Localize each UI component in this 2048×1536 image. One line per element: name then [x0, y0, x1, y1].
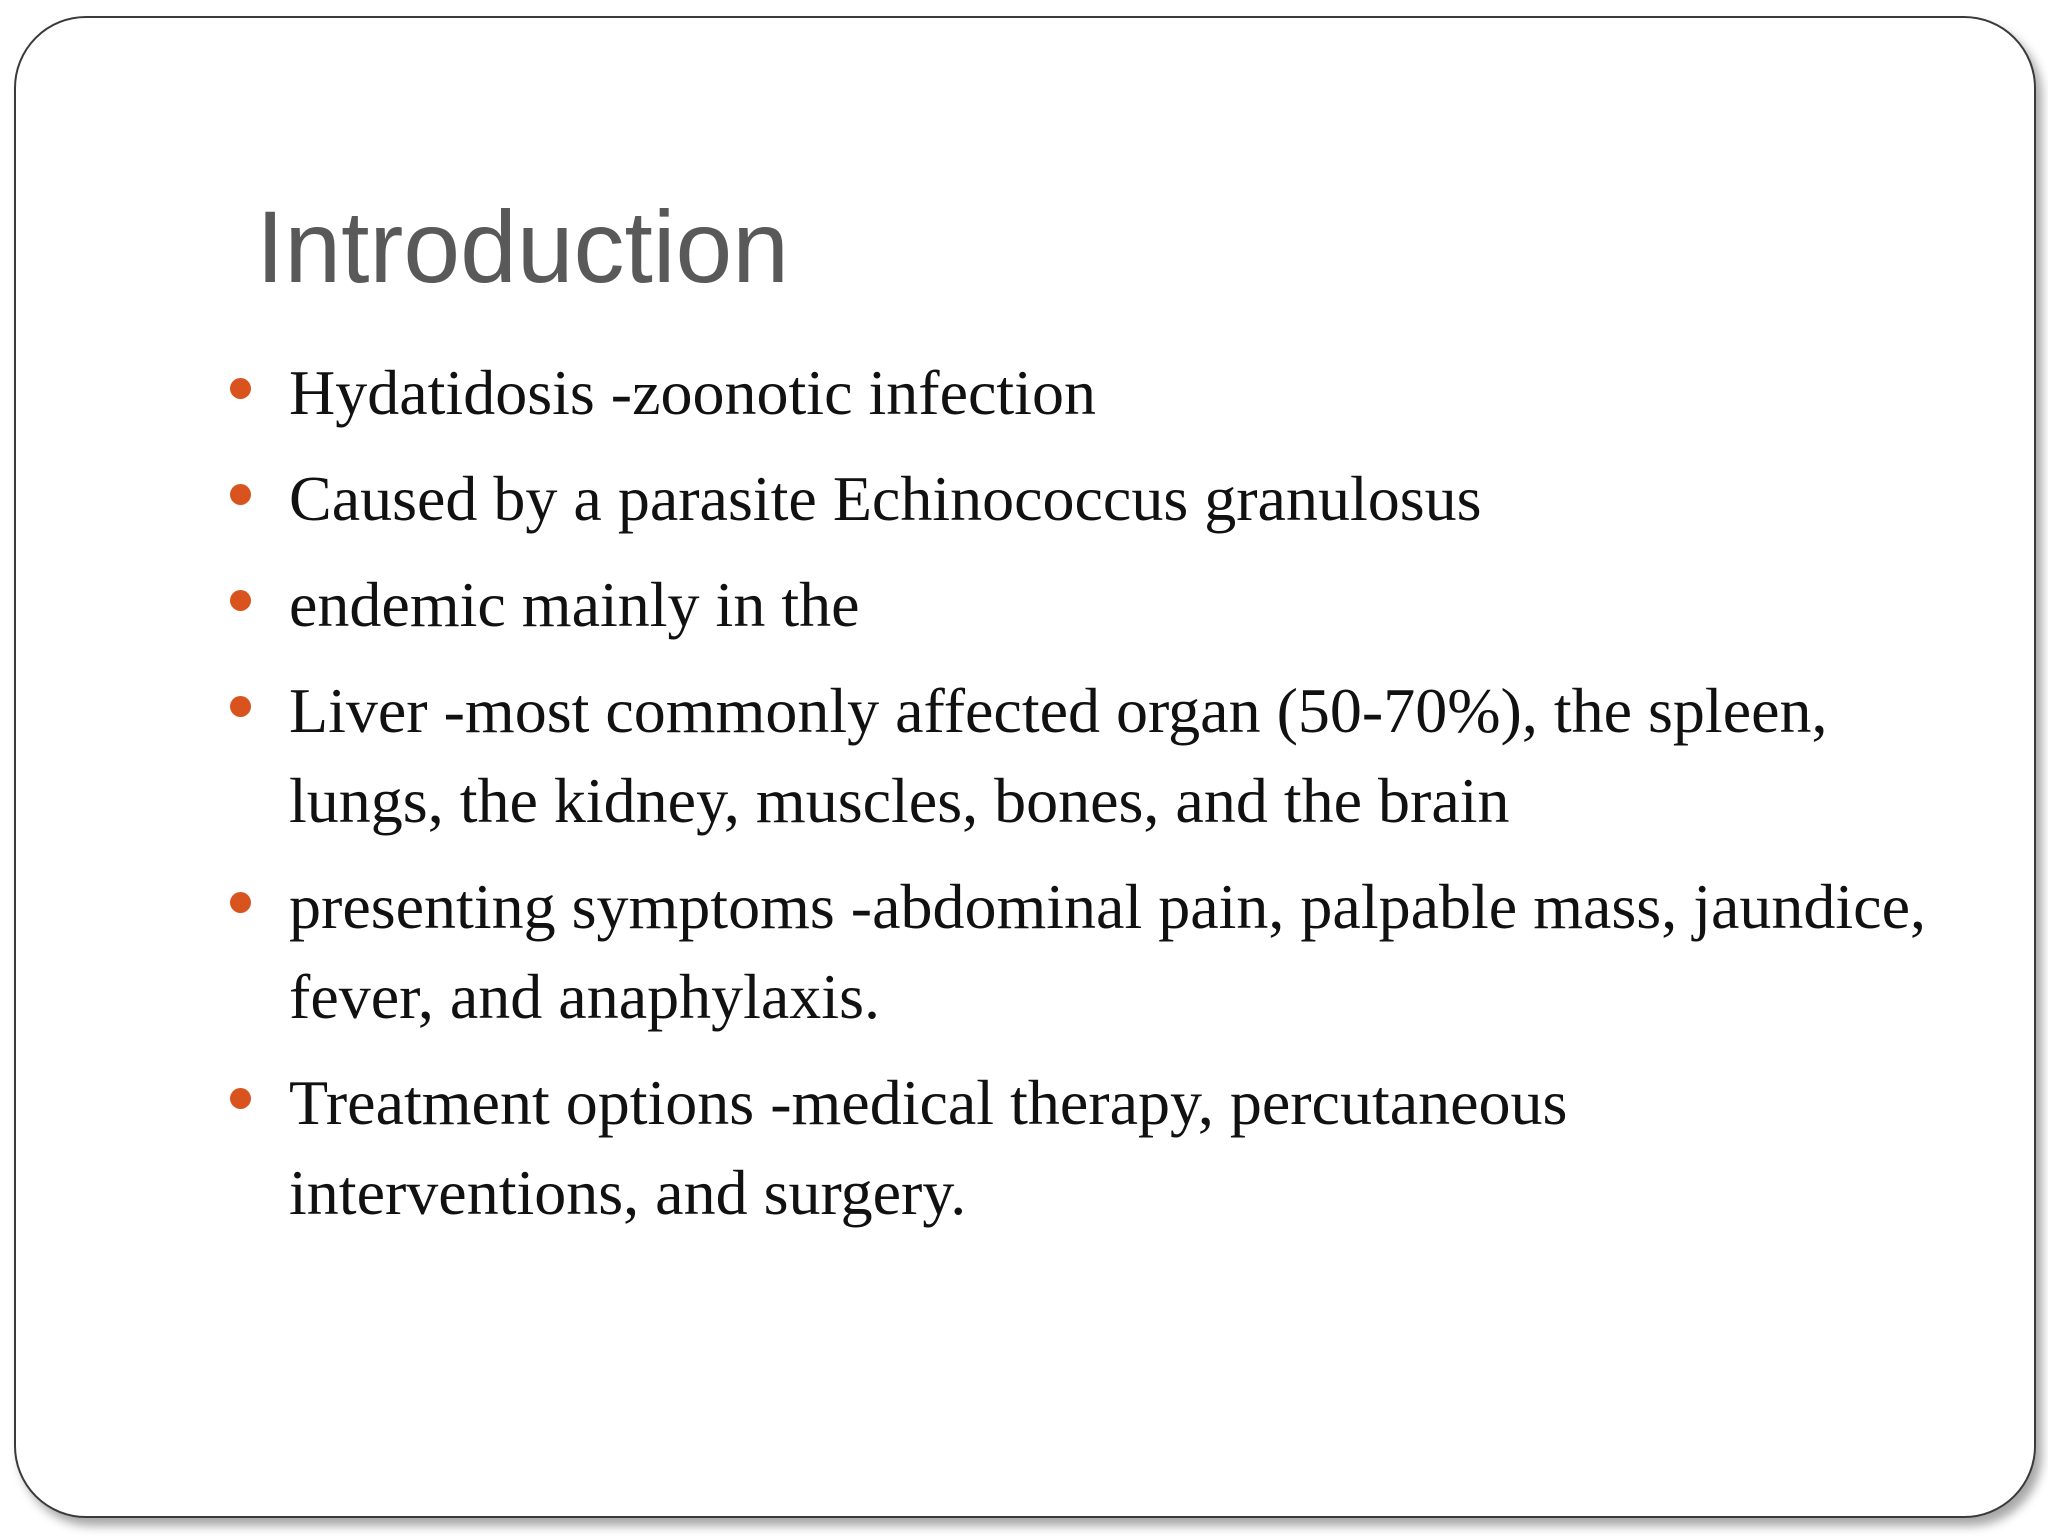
bullet-dot-icon [230, 1088, 251, 1109]
bullet-item [230, 454, 1930, 544]
bullet-item [230, 1058, 1930, 1238]
bullet-item [230, 560, 1930, 650]
bullet-item [230, 348, 1930, 438]
bullet-text: Caused by a parasite Echinococcus granulosus [289, 463, 1482, 534]
slide-frame [14, 16, 2036, 1518]
bullet-text: Treatment options -medical therapy, percutaneous interventions, and surgery. [289, 1067, 1568, 1228]
bullet-item [230, 862, 1930, 1042]
slide-title: Introduction [256, 190, 790, 304]
bullet-dot-icon [230, 696, 251, 717]
bullet-text: Hydatidosis -zoonotic infection [289, 357, 1096, 428]
bullet-text: Liver -most commonly affected organ (50-70%), the spleen, lungs, the kidney, muscles, bones, and the brain [289, 675, 1828, 836]
bullet-dot-icon [230, 590, 251, 611]
bullet-dot-icon [230, 378, 251, 399]
bullet-text: presenting symptoms -abdominal pain, palpable mass, jaundice, fever, and anaphylaxis. [289, 871, 1926, 1032]
bullet-dot-icon [230, 484, 251, 505]
bullet-item [230, 666, 1930, 846]
bullet-list [230, 348, 1930, 1254]
bullet-text: endemic mainly in the [289, 569, 860, 640]
bullet-dot-icon [230, 892, 251, 913]
